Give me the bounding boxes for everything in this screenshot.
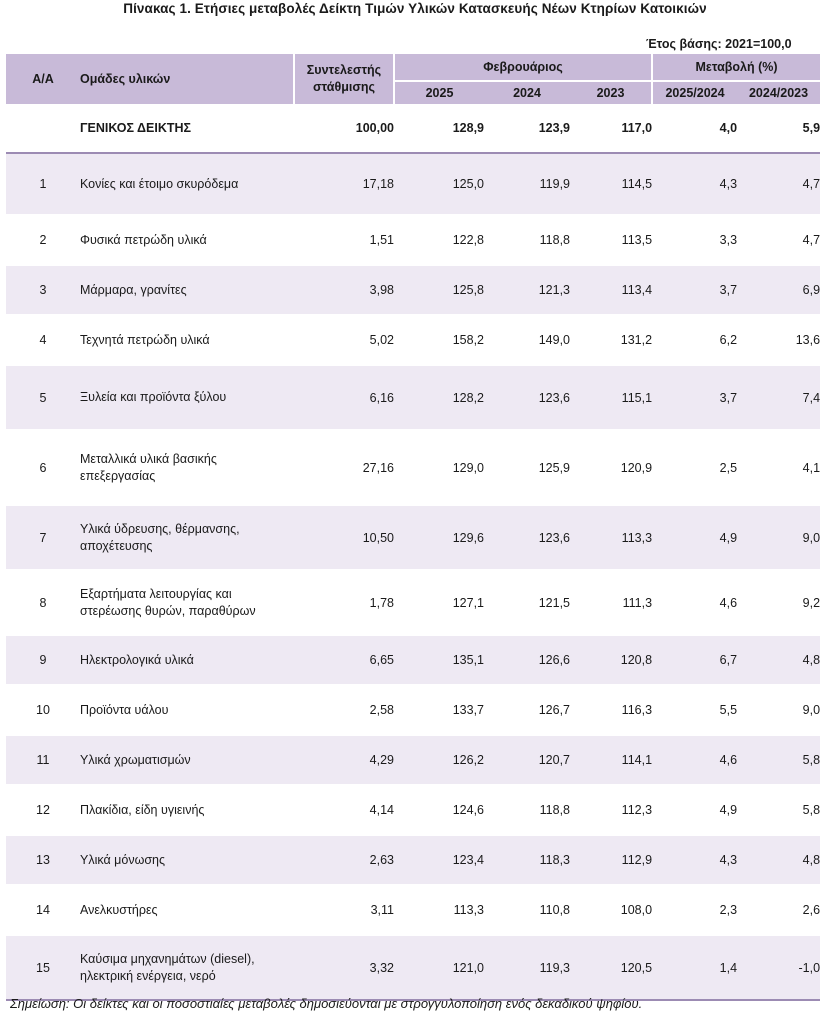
cell-weight: 5,02 xyxy=(294,315,394,365)
cell-change-2024-2023: -1,0 xyxy=(737,935,820,1000)
cell-aa: 8 xyxy=(6,570,80,635)
table-row xyxy=(6,315,820,365)
table-row xyxy=(6,215,820,265)
cell-2024: 118,8 xyxy=(484,785,570,835)
cell-2025: 135,1 xyxy=(394,635,484,685)
header-change-2024-2023: 2024/2023 xyxy=(737,81,820,104)
cell-name: Ηλεκτρολογικά υλικά xyxy=(80,635,294,685)
cell-name: Φυσικά πετρώδη υλικά xyxy=(80,215,294,265)
cell-change-2025-2024: 3,7 xyxy=(652,365,737,430)
cell-2023: 117,0 xyxy=(570,104,652,153)
cell-change-2025-2024: 5,5 xyxy=(652,685,737,735)
cell-aa: 4 xyxy=(6,315,80,365)
cell-change-2024-2023: 7,4 xyxy=(737,365,820,430)
table-row xyxy=(6,265,820,315)
cell-change-2025-2024: 4,6 xyxy=(652,735,737,785)
cell-2023: 113,5 xyxy=(570,215,652,265)
header-month: Φεβρουάριος xyxy=(394,54,652,81)
cell-weight: 6,65 xyxy=(294,635,394,685)
cell-weight: 2,58 xyxy=(294,685,394,735)
table-row xyxy=(6,885,820,935)
cell-change-2025-2024: 3,7 xyxy=(652,265,737,315)
table-row xyxy=(6,430,820,505)
cell-name: Μεταλλικά υλικά βασικής επεξεργασίας xyxy=(80,430,294,505)
cell-2024: 119,3 xyxy=(484,935,570,1000)
cell-2023: 113,3 xyxy=(570,505,652,570)
cell-weight: 3,11 xyxy=(294,885,394,935)
cell-aa: 14 xyxy=(6,885,80,935)
cell-2024: 125,9 xyxy=(484,430,570,505)
cell-2025: 128,9 xyxy=(394,104,484,153)
cell-aa: 10 xyxy=(6,685,80,735)
table-row xyxy=(6,835,820,885)
header-year-2025: 2025 xyxy=(394,81,484,104)
cell-2024: 123,9 xyxy=(484,104,570,153)
cell-2025: 129,6 xyxy=(394,505,484,570)
cell-2024: 126,7 xyxy=(484,685,570,735)
cell-2024: 126,6 xyxy=(484,635,570,685)
cell-weight: 2,63 xyxy=(294,835,394,885)
cell-2025: 122,8 xyxy=(394,215,484,265)
cell-aa: 15 xyxy=(6,935,80,1000)
header-weight-line2: στάθμισης xyxy=(312,80,376,94)
cell-name: Καύσιμα μηχανημάτων (diesel), ηλεκτρική ενέργεια, νερό xyxy=(80,935,294,1000)
general-index-row xyxy=(6,104,820,153)
cell-change-2024-2023: 4,1 xyxy=(737,430,820,505)
cell-change-2025-2024: 1,4 xyxy=(652,935,737,1000)
cell-aa: 2 xyxy=(6,215,80,265)
header-change-2025-2024: 2025/2024 xyxy=(652,81,737,104)
cell-change-2025-2024: 4,3 xyxy=(652,153,737,215)
table-title: Πίνακας 1. Ετήσιες μεταβολές Δείκτη Τιμών Υλικών Κατασκευής Νέων Κτηρίων Κατοικιών xyxy=(123,1,707,16)
cell-2025: 113,3 xyxy=(394,885,484,935)
header-change: Μεταβολή (%) xyxy=(652,54,820,81)
cell-2025: 133,7 xyxy=(394,685,484,735)
cell-2023: 115,1 xyxy=(570,365,652,430)
cell-2024: 119,9 xyxy=(484,153,570,215)
table-row xyxy=(6,365,820,430)
cell-weight: 4,29 xyxy=(294,735,394,785)
cell-2024: 118,8 xyxy=(484,215,570,265)
cell-change-2024-2023: 4,7 xyxy=(737,215,820,265)
cell-2023: 112,9 xyxy=(570,835,652,885)
cell-aa: 7 xyxy=(6,505,80,570)
table-row xyxy=(6,570,820,635)
cell-2023: 116,3 xyxy=(570,685,652,735)
cell-name: ΓΕΝΙΚΟΣ ΔΕΙΚΤΗΣ xyxy=(80,104,294,153)
cell-change-2025-2024: 6,7 xyxy=(652,635,737,685)
cell-2023: 120,8 xyxy=(570,635,652,685)
cell-2024: 149,0 xyxy=(484,315,570,365)
cell-weight: 3,32 xyxy=(294,935,394,1000)
cell-2025: 128,2 xyxy=(394,365,484,430)
cell-aa xyxy=(6,104,80,153)
cell-2023: 112,3 xyxy=(570,785,652,835)
cell-2024: 121,3 xyxy=(484,265,570,315)
cell-2023: 113,4 xyxy=(570,265,652,315)
cell-name: Κονίες και έτοιμο σκυρόδεμα xyxy=(80,153,294,215)
cell-change-2025-2024: 4,0 xyxy=(652,104,737,153)
table-row xyxy=(6,935,820,1000)
cell-2023: 111,3 xyxy=(570,570,652,635)
cell-change-2025-2024: 2,3 xyxy=(652,885,737,935)
cell-change-2025-2024: 2,5 xyxy=(652,430,737,505)
cell-change-2024-2023: 5,8 xyxy=(737,735,820,785)
header-weight xyxy=(294,54,394,104)
cell-weight: 10,50 xyxy=(294,505,394,570)
header-groups: Ομάδες υλικών xyxy=(80,54,294,104)
cell-name: Υλικά μόνωσης xyxy=(80,835,294,885)
cell-2025: 127,1 xyxy=(394,570,484,635)
cell-name: Προϊόντα υάλου xyxy=(80,685,294,735)
cell-change-2024-2023: 4,8 xyxy=(737,635,820,685)
cell-2024: 118,3 xyxy=(484,835,570,885)
header-year-2024: 2024 xyxy=(484,81,570,104)
cell-name: Υλικά ύδρευσης, θέρμανσης, αποχέτευσης xyxy=(80,505,294,570)
table-row xyxy=(6,785,820,835)
cell-aa: 1 xyxy=(6,153,80,215)
cell-aa: 12 xyxy=(6,785,80,835)
cell-aa: 6 xyxy=(6,430,80,505)
cell-change-2024-2023: 9,0 xyxy=(737,505,820,570)
footnote: Σημείωση: Οι δείκτες και οι ποσοστιαίες μεταβολές δημοσιεύονται με στρογγυλοποίηση ενός δεκαδικού ψηφίου. xyxy=(10,996,643,1011)
cell-2024: 121,5 xyxy=(484,570,570,635)
cell-change-2025-2024: 4,9 xyxy=(652,505,737,570)
table-row xyxy=(6,685,820,735)
cell-change-2024-2023: 9,2 xyxy=(737,570,820,635)
cell-change-2024-2023: 9,0 xyxy=(737,685,820,735)
price-index-table xyxy=(6,54,820,1001)
cell-2024: 110,8 xyxy=(484,885,570,935)
cell-weight: 1,78 xyxy=(294,570,394,635)
cell-weight: 3,98 xyxy=(294,265,394,315)
cell-change-2025-2024: 4,3 xyxy=(652,835,737,885)
cell-weight: 27,16 xyxy=(294,430,394,505)
table-row xyxy=(6,153,820,215)
table-row xyxy=(6,635,820,685)
cell-2023: 131,2 xyxy=(570,315,652,365)
cell-2023: 108,0 xyxy=(570,885,652,935)
cell-change-2024-2023: 5,8 xyxy=(737,785,820,835)
cell-2025: 121,0 xyxy=(394,935,484,1000)
cell-change-2024-2023: 4,8 xyxy=(737,835,820,885)
cell-2025: 125,0 xyxy=(394,153,484,215)
cell-name: Πλακίδια, είδη υγιεινής xyxy=(80,785,294,835)
base-year-label: Έτος βάσης: 2021=100,0 xyxy=(646,37,792,51)
cell-change-2024-2023: 13,6 xyxy=(737,315,820,365)
cell-name: Ανελκυστήρες xyxy=(80,885,294,935)
cell-aa: 13 xyxy=(6,835,80,885)
cell-aa: 11 xyxy=(6,735,80,785)
header-weight-line1: Συντελεστής xyxy=(306,63,382,77)
cell-aa: 9 xyxy=(6,635,80,685)
cell-2023: 114,5 xyxy=(570,153,652,215)
cell-name: Τεχνητά πετρώδη υλικά xyxy=(80,315,294,365)
cell-2023: 120,5 xyxy=(570,935,652,1000)
cell-change-2025-2024: 4,6 xyxy=(652,570,737,635)
cell-2025: 129,0 xyxy=(394,430,484,505)
cell-weight: 100,00 xyxy=(294,104,394,153)
cell-change-2024-2023: 6,9 xyxy=(737,265,820,315)
cell-change-2025-2024: 3,3 xyxy=(652,215,737,265)
cell-2024: 123,6 xyxy=(484,505,570,570)
cell-2025: 123,4 xyxy=(394,835,484,885)
table-row xyxy=(6,735,820,785)
cell-2023: 114,1 xyxy=(570,735,652,785)
cell-2024: 123,6 xyxy=(484,365,570,430)
cell-change-2024-2023: 5,9 xyxy=(737,104,820,153)
cell-name: Εξαρτήματα λειτουργίας και στερέωσης θυρών, παραθύρων xyxy=(80,570,294,635)
cell-2025: 124,6 xyxy=(394,785,484,835)
cell-2025: 126,2 xyxy=(394,735,484,785)
table-row xyxy=(6,505,820,570)
cell-2025: 125,8 xyxy=(394,265,484,315)
cell-aa: 5 xyxy=(6,365,80,430)
cell-change-2024-2023: 4,7 xyxy=(737,153,820,215)
cell-weight: 1,51 xyxy=(294,215,394,265)
cell-change-2025-2024: 6,2 xyxy=(652,315,737,365)
cell-aa: 3 xyxy=(6,265,80,315)
cell-name: Μάρμαρα, γρανίτες xyxy=(80,265,294,315)
cell-weight: 17,18 xyxy=(294,153,394,215)
header-aa: Α/Α xyxy=(6,54,80,104)
header-year-2023: 2023 xyxy=(570,81,652,104)
cell-2025: 158,2 xyxy=(394,315,484,365)
cell-name: Υλικά χρωματισμών xyxy=(80,735,294,785)
cell-2023: 120,9 xyxy=(570,430,652,505)
cell-weight: 4,14 xyxy=(294,785,394,835)
cell-name: Ξυλεία και προϊόντα ξύλου xyxy=(80,365,294,430)
cell-change-2024-2023: 2,6 xyxy=(737,885,820,935)
cell-weight: 6,16 xyxy=(294,365,394,430)
cell-2024: 120,7 xyxy=(484,735,570,785)
cell-change-2025-2024: 4,9 xyxy=(652,785,737,835)
